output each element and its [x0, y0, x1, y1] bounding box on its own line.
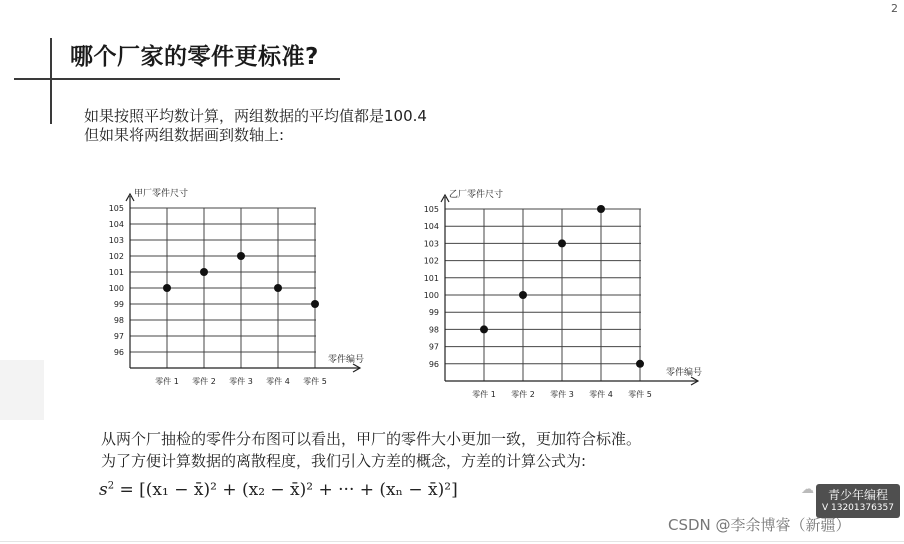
y-tick-label: 105 — [423, 205, 439, 214]
chart-factory-a — [100, 178, 380, 397]
data-point — [200, 268, 208, 276]
data-point — [163, 284, 171, 292]
x-axis-label: 零件编号 — [328, 355, 365, 365]
data-point — [597, 205, 605, 213]
x-tick-label: 零件 1 — [155, 377, 179, 386]
data-point — [480, 325, 488, 333]
y-tick-label: 101 — [108, 268, 124, 277]
x-tick-label: 零件 5 — [628, 390, 652, 399]
formula-body: = [(x₁ − x̄)² + (x₂ − x̄)² + ··· + (xₙ − x̄)²] — [119, 480, 458, 500]
y-tick-label: 101 — [423, 273, 439, 283]
bottom-divider — [0, 541, 904, 542]
badge-title: 青少年编程 — [827, 488, 888, 502]
x-tick-label: 零件 2 — [192, 377, 216, 386]
y-tick-label: 97 — [428, 342, 439, 352]
data-point — [311, 300, 319, 308]
brand-badge — [816, 484, 900, 518]
slide-title: 哪个厂家的零件更标准? — [70, 44, 319, 70]
intro-text — [84, 107, 427, 145]
y-tick-label: 100 — [423, 291, 439, 300]
data-point — [558, 239, 566, 247]
data-point — [274, 284, 282, 292]
page-number: 2 — [891, 2, 898, 15]
title-accent-vertical — [50, 38, 52, 124]
chart-a-svg — [100, 178, 380, 393]
chart-factory-b — [408, 178, 708, 412]
y-tick-label: 98 — [428, 325, 439, 335]
badge-subtitle: V 13201376357 — [821, 503, 894, 513]
y-tick-label: 104 — [108, 220, 124, 229]
y-tick-label: 97 — [113, 332, 124, 341]
y-tick-label: 100 — [108, 284, 124, 293]
conclusion-line-1: 从两个厂抽检的零件分布图可以看出，甲厂的零件大小更加一致，更加符合标准。 — [101, 430, 642, 448]
x-tick-label: 零件 4 — [266, 377, 290, 386]
x-tick-label: 零件 2 — [511, 390, 535, 399]
data-point — [636, 360, 644, 368]
cartoon-decoration-icon: ☁ — [801, 482, 814, 497]
conclusion-line-2: 为了方便计算数据的离散程度，我们引入方差的概念，方差的计算公式为: — [101, 452, 587, 470]
side-panel-shade — [0, 360, 44, 420]
title-underline — [14, 78, 340, 80]
x-tick-label: 零件 3 — [229, 377, 253, 386]
intro-line-2: 但如果将两组数据画到数轴上: — [84, 126, 285, 144]
data-point — [237, 252, 245, 260]
watermark: CSDN @李余博睿（新疆） — [668, 516, 851, 534]
formula-exponent: 2 — [107, 480, 115, 492]
x-tick-label: 零件 1 — [472, 390, 496, 399]
conclusion-text — [101, 428, 641, 472]
y-tick-label: 103 — [423, 239, 439, 249]
y-tick-label: 96 — [428, 359, 439, 369]
chart-b-svg — [408, 178, 708, 408]
y-axis-label: 甲厂零件尺寸 — [134, 189, 189, 199]
intro-line-1: 如果按照平均数计算，两组数据的平均值都是100.4 — [84, 107, 427, 125]
y-tick-label: 104 — [423, 222, 439, 232]
y-axis-label: 乙厂零件尺寸 — [449, 190, 504, 200]
x-tick-label: 零件 3 — [550, 390, 574, 399]
y-tick-label: 96 — [113, 348, 124, 357]
formula-lhs: s — [99, 480, 108, 500]
y-tick-label: 99 — [113, 300, 124, 309]
y-tick-label: 102 — [108, 252, 124, 261]
data-point — [519, 291, 527, 299]
x-tick-label: 零件 4 — [589, 390, 613, 399]
x-tick-label: 零件 5 — [303, 377, 327, 386]
x-axis-label: 零件编号 — [666, 368, 703, 378]
y-tick-label: 103 — [108, 236, 124, 245]
y-tick-label: 102 — [423, 256, 439, 266]
variance-formula — [99, 480, 458, 500]
y-tick-label: 105 — [108, 204, 124, 213]
y-tick-label: 98 — [113, 316, 124, 325]
y-tick-label: 99 — [428, 308, 439, 318]
